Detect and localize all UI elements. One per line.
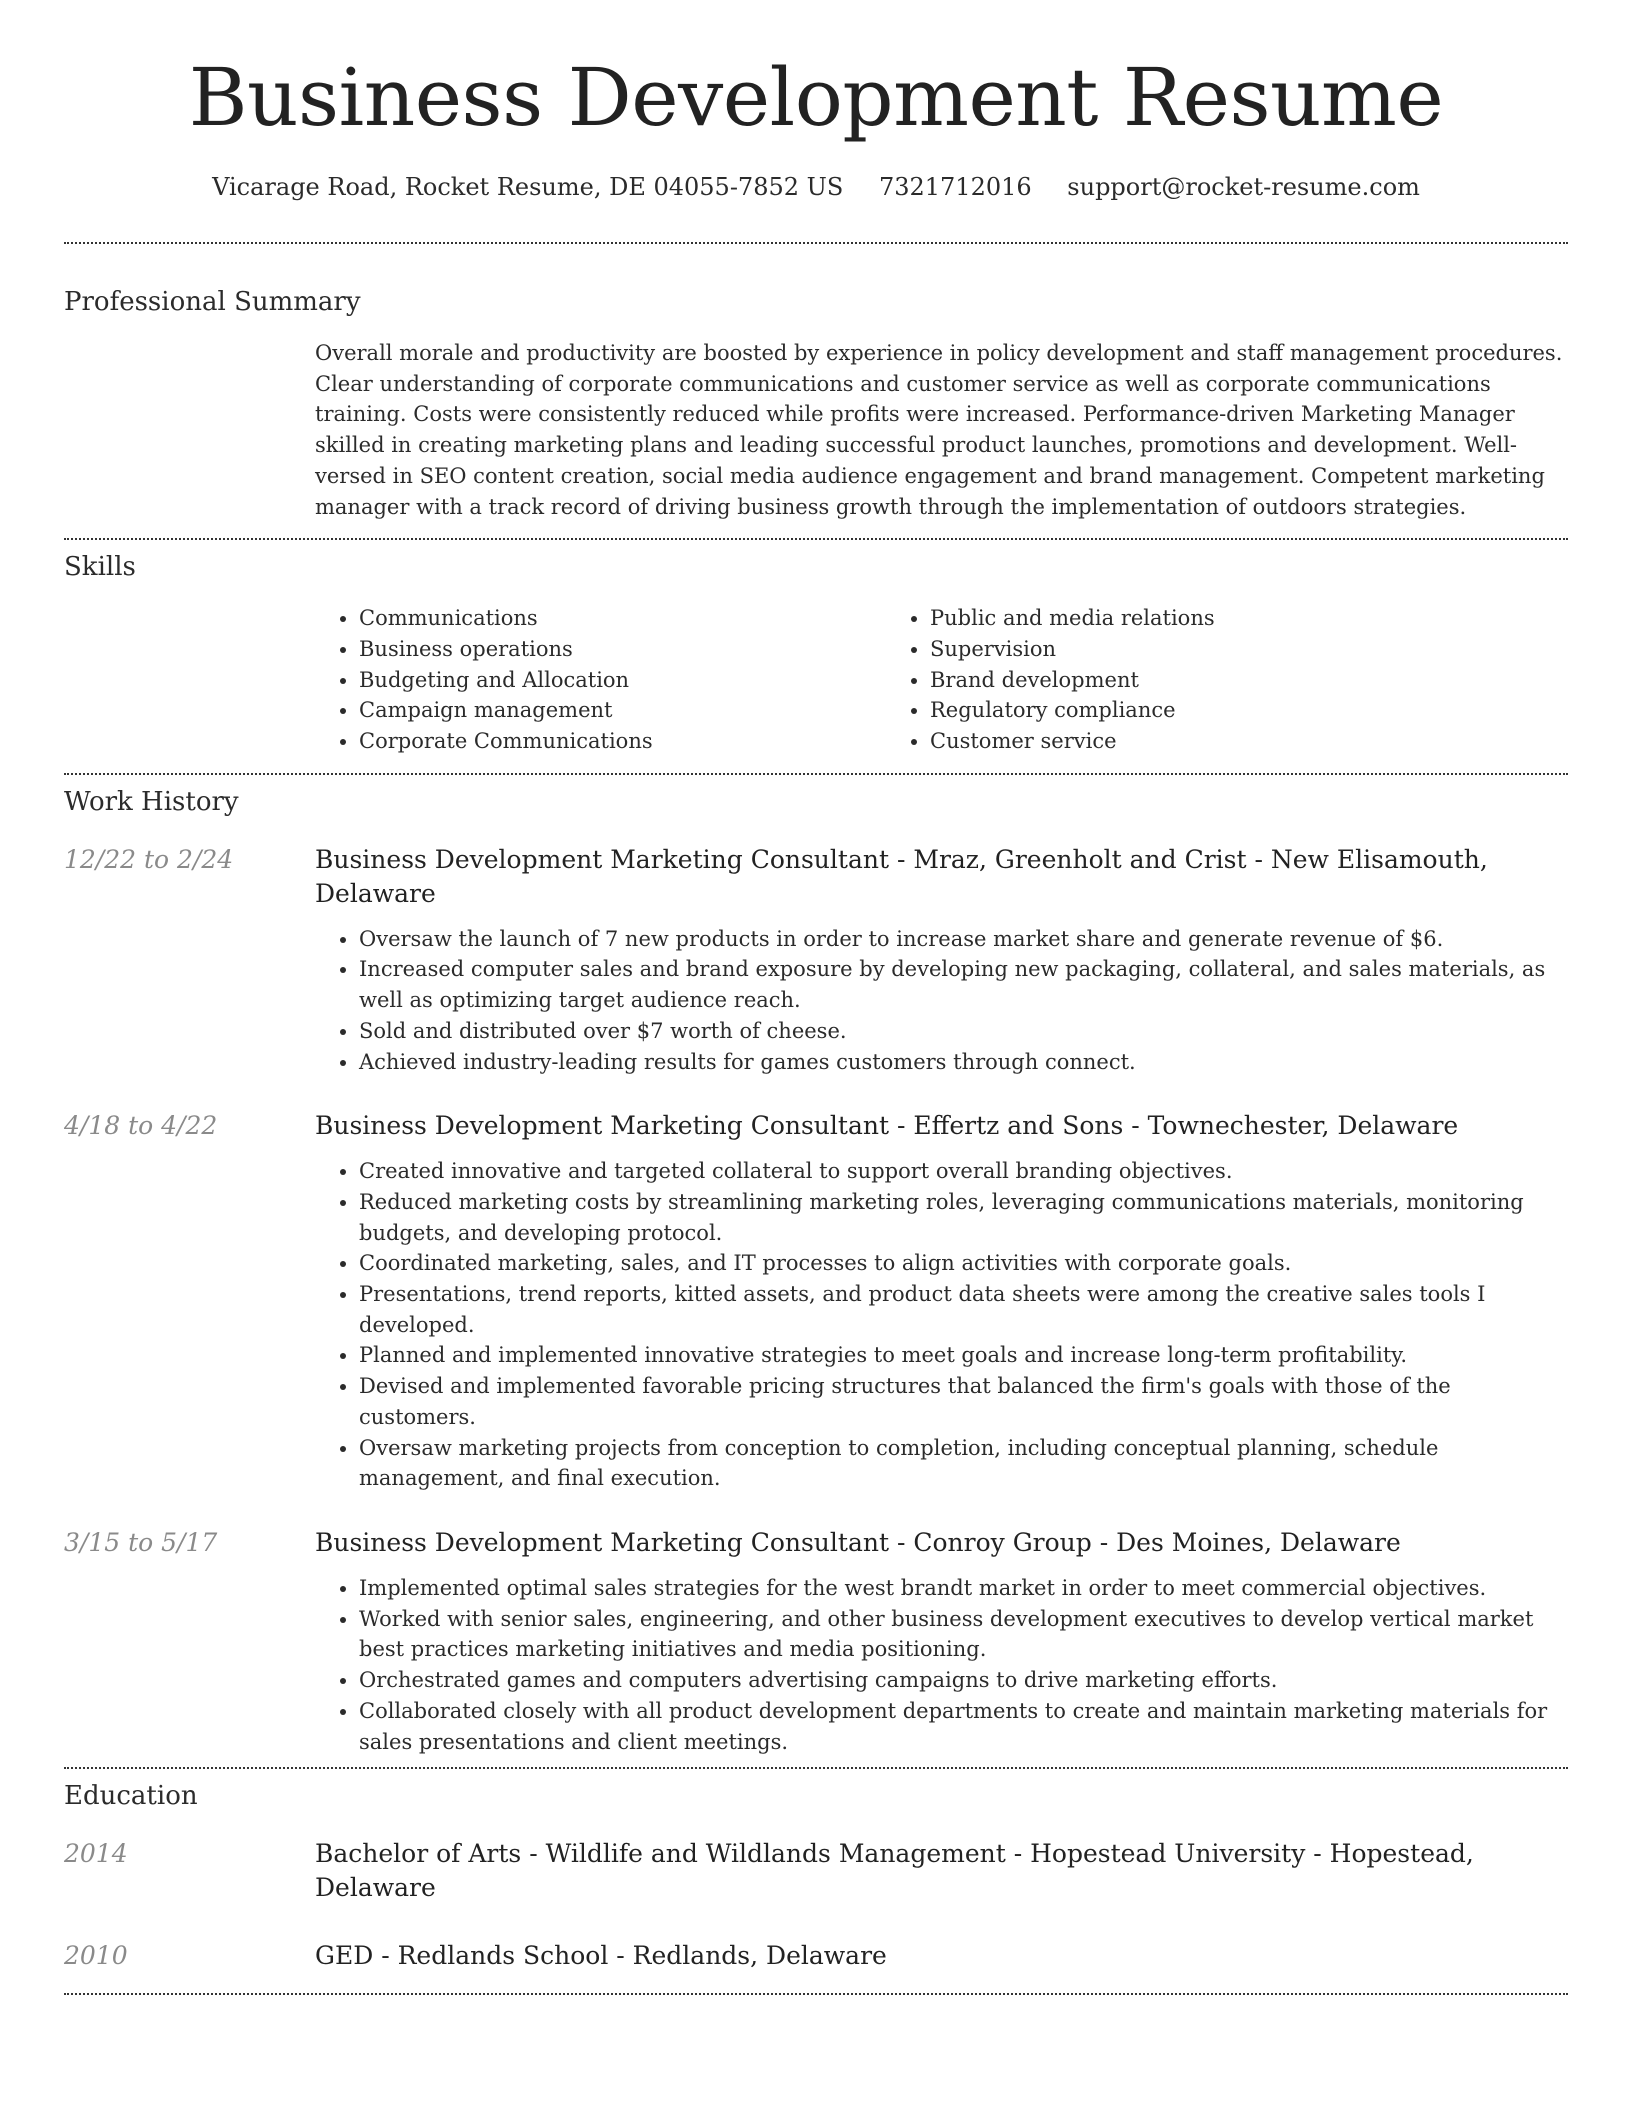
skill-item: • Brand development xyxy=(930,665,1457,696)
work-history-heading: Work History xyxy=(64,786,239,817)
education-entry xyxy=(64,1837,1568,1905)
skill-item: • Customer service xyxy=(930,726,1457,757)
skill-item: • Budgeting and Allocation xyxy=(359,665,886,696)
job-bullet: • Achieved industry-leading results for games customers through connect. xyxy=(359,1047,1568,1078)
job-bullet: • Devised and implemented favorable pricing structures that balanced the firm's goals with those of the customers. xyxy=(359,1371,1568,1432)
skills-section xyxy=(64,550,1568,757)
job-title: Business Development Marketing Consultant - Conroy Group - Des Moines, Delaware xyxy=(315,1527,1401,1557)
summary-heading: Professional Summary xyxy=(64,287,361,317)
job-entry xyxy=(64,1526,1568,1757)
skills-right-column xyxy=(886,603,1457,757)
work-history-section xyxy=(64,785,1568,1757)
job-date: 4/18 to 4/22 xyxy=(64,1111,218,1141)
contact-email: support@rocket-resume.com xyxy=(1067,173,1420,201)
contact-phone: 7321712016 xyxy=(878,173,1032,201)
education-date: 2014 xyxy=(64,1839,128,1869)
summary-section xyxy=(64,285,1568,522)
job-bullets xyxy=(315,1156,1568,1494)
skills-heading: Skills xyxy=(64,552,136,583)
job-bullet: • Oversaw marketing projects from conception to completion, including conceptual planning, schedule management, and final execution. xyxy=(359,1433,1568,1494)
job-bullet: • Worked with senior sales, engineering, and other business development executives to develop vertical market best practices marketing initiatives and media positioning. xyxy=(359,1604,1568,1665)
resume-title: Business Development Resume xyxy=(188,51,1444,144)
education-title: Bachelor of Arts - Wildlife and Wildlands Management - Hopestead University - Hopestead, Delaware xyxy=(315,1839,1474,1903)
summary-divider xyxy=(64,538,1568,540)
job-date: 12/22 to 2/24 xyxy=(64,844,234,874)
skills-list xyxy=(315,603,1568,757)
education-divider xyxy=(64,1993,1568,1995)
job-bullets xyxy=(315,1573,1568,1757)
job-header xyxy=(64,843,1568,911)
job-header xyxy=(64,1109,1568,1143)
skill-item: • Supervision xyxy=(930,634,1457,665)
summary-text: Overall morale and productivity are boosted by experience in policy development and staff management procedures. Clear understanding of corporate communications and customer service as well as corporate communications training. Costs were consistently reduced while profits were increased. Performance-driven Marketing Manager skilled in creating marketing plans and leading successful product launches, promotions and development. Well-versed in SEO content creation, social media audience engagement and brand management. Competent marketing manager with a track record of driving business growth through the implementation of outdoors strategies. xyxy=(315,341,1563,519)
work-divider xyxy=(64,1767,1568,1769)
resume-header xyxy=(64,0,1568,202)
skill-item: • Campaign management xyxy=(359,695,886,726)
skill-item: • Business operations xyxy=(359,634,886,665)
job-title: Business Development Marketing Consultant - Effertz and Sons - Townechester, Delaware xyxy=(315,1111,1459,1141)
education-heading: Education xyxy=(64,1781,198,1812)
job-entry xyxy=(64,1109,1568,1494)
job-bullet: • Planned and implemented innovative strategies to meet goals and increase long-term profitability. xyxy=(359,1340,1568,1371)
education-entry xyxy=(64,1939,1568,1973)
skill-item: • Corporate Communications xyxy=(359,726,886,757)
job-bullet: • Coordinated marketing, sales, and IT processes to align activities with corporate goals. xyxy=(359,1248,1568,1279)
job-entry xyxy=(64,843,1568,1078)
job-bullet: • Sold and distributed over $7 worth of cheese. xyxy=(359,1016,1568,1047)
job-bullet: • Implemented optimal sales strategies for the west brandt market in order to meet commercial objectives. xyxy=(359,1573,1568,1604)
header-divider xyxy=(64,242,1568,244)
job-bullets xyxy=(315,924,1568,1078)
skill-item: • Regulatory compliance xyxy=(930,695,1457,726)
job-bullet: • Oversaw the launch of 7 new products in order to increase market share and generate revenue of $6. xyxy=(359,924,1568,955)
job-header xyxy=(64,1526,1568,1560)
skills-left-column xyxy=(315,603,886,757)
skills-divider xyxy=(64,773,1568,775)
education-section xyxy=(64,1779,1568,1973)
job-bullet: • Collaborated closely with all product development departments to create and maintain marketing materials for sales presentations and client meetings. xyxy=(359,1696,1568,1757)
job-date: 3/15 to 5/17 xyxy=(64,1527,218,1557)
job-title: Business Development Marketing Consultant - Mraz, Greenholt and Crist - New Elisamouth, Delaware xyxy=(315,844,1488,908)
job-bullet: • Created innovative and targeted collateral to support overall branding objectives. xyxy=(359,1156,1568,1187)
education-title: GED - Redlands School - Redlands, Delaware xyxy=(315,1941,887,1971)
education-date: 2010 xyxy=(64,1941,128,1971)
skill-item: • Public and media relations xyxy=(930,603,1457,634)
contact-address: Vicarage Road, Rocket Resume, DE 04055-7852 US xyxy=(212,173,844,201)
job-bullet: • Increased computer sales and brand exposure by developing new packaging, collateral, and sales materials, as well as optimizing target audience reach. xyxy=(359,954,1568,1015)
skill-item: • Communications xyxy=(359,603,886,634)
contact-line xyxy=(64,172,1568,202)
job-bullet: • Presentations, trend reports, kitted assets, and product data sheets were among the creative sales tools I developed. xyxy=(359,1279,1568,1340)
job-bullet: • Orchestrated games and computers advertising campaigns to drive marketing efforts. xyxy=(359,1665,1568,1696)
job-bullet: • Reduced marketing costs by streamlining marketing roles, leveraging communications materials, monitoring budgets, and developing protocol. xyxy=(359,1187,1568,1248)
